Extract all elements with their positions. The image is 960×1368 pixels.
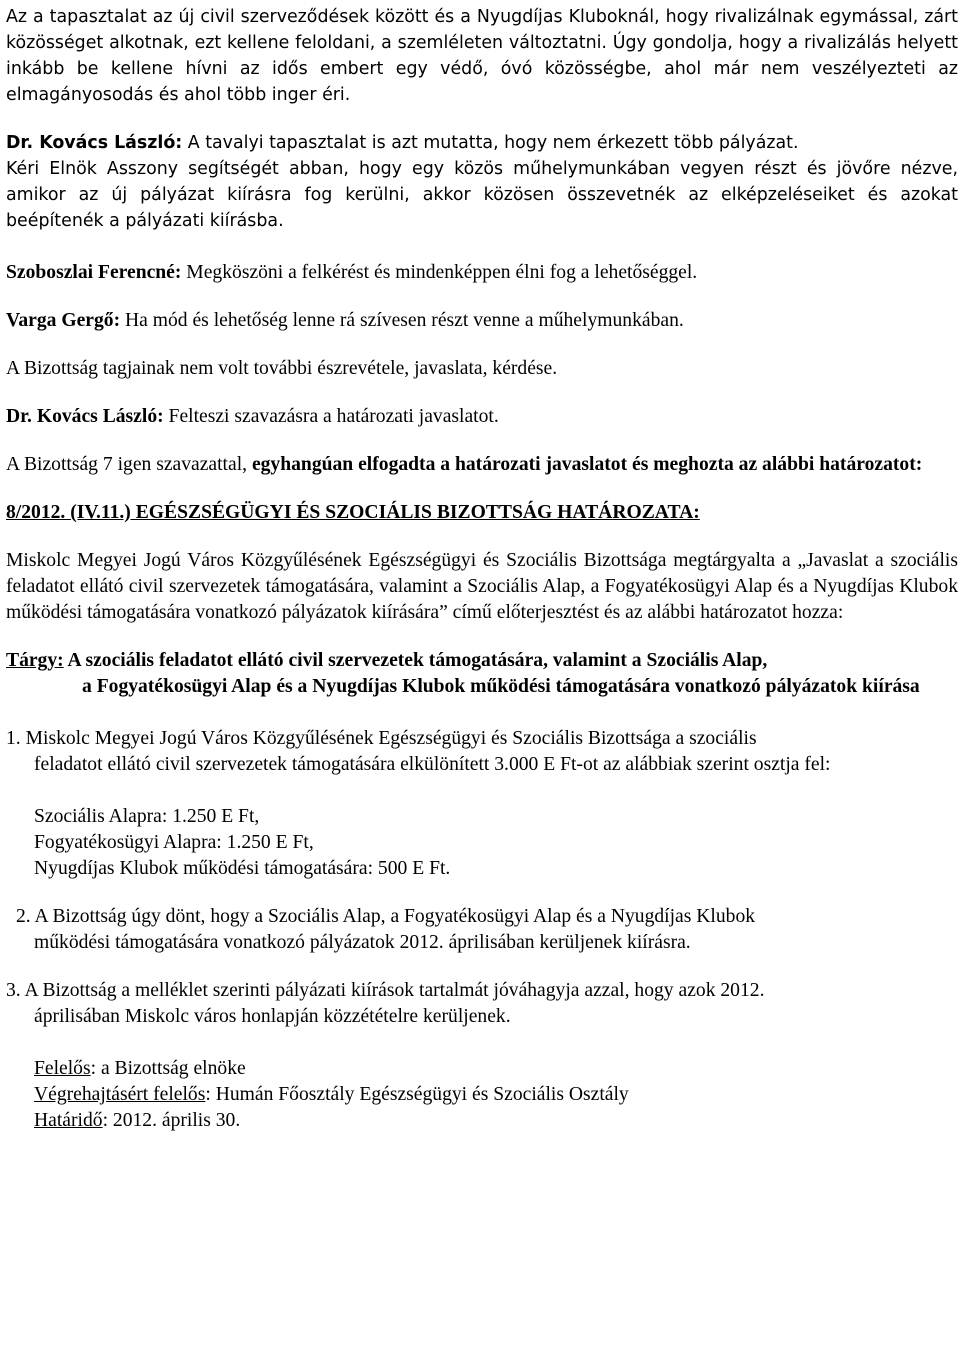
item-number: 1.	[6, 728, 21, 749]
paragraph-resolution-intro: Miskolc Megyei Jogú Város Közgyűlésének Egészségügyi és Szociális Bizottsága megtárgyalta a „Javaslat a szociális feladatot ellátó civil szervezetek támogatására, valamint a Szociális Alap, a Fogyatékosügyi Alap és a Nyugdíjas Klubok működési támogatására vonatkozó pályázatok kiírására” című előterjesztést és az alábbi határozatot hozza:	[6, 550, 958, 623]
speaker-name: Dr. Kovács László:	[6, 406, 164, 427]
amount-item: Szociális Alapra: 1.250 E Ft,	[34, 806, 260, 827]
resolution-item-1: 1. Miskolc Megyei Jogú Város Közgyűlésének Egészségügyi és Szociális Bizottsága a szociális feladatot ellátó civil szervezetek támogatására elkülönített 3.000 E Ft-ot az alábbiak szerint osztja fel:	[6, 728, 831, 775]
paragraph-varga: Varga Gergő: Ha mód és lehetőség lenne rá szívesen részt venne a műhelymunkában.	[6, 310, 684, 331]
document-page	[6, 4, 958, 1134]
paragraph-committee-no-remarks: A Bizottság tagjainak nem volt további észrevétele, javaslata, kérdése.	[6, 358, 558, 379]
amounts-list	[6, 804, 958, 882]
paragraph-szoboszlai: Szoboszlai Ferencné: Megköszöni a felkérést és mindenképpen élni fog a lehetőséggel.	[6, 262, 698, 283]
paragraph-vote: A Bizottság 7 igen szavazattal, egyhangúan elfogadta a határozati javaslatot és meghozta az alábbi határozatot:	[6, 454, 923, 475]
item-number: 2.	[16, 906, 31, 927]
speaker-name: Dr. Kovács László:	[6, 133, 183, 153]
amount-item: Fogyatékosügyi Alapra: 1.250 E Ft,	[34, 832, 314, 853]
subject-label: Tárgy:	[6, 650, 64, 671]
resolution-item-3: 3. A Bizottság a melléklet szerinti pályázati kiírások tartalmát jóváhagyja azzal, hogy azok 2012. áprilisában Miskolc város honlapján közzétételre kerüljenek.	[6, 980, 765, 1027]
subject-block: Tárgy: A szociális feladatot ellátó civil szervezetek támogatására, valamint a Szociális Alap, a Fogyatékosügyi Alap és a Nyugdíjas Klubok működési támogatására vonatkozó pályázatok kiírása	[6, 650, 920, 697]
paragraph-kovacs-1-rest: Kéri Elnök Asszony segítségét abban, hogy egy közös műhelymunkában vegyen részt és jövőre nézve, amikor az új pályázat kiírásra fog kerülni, akkor közösen összevetnék az elképzeléseiket és azokat beépítenék a pályázati kiírásba.	[6, 159, 958, 231]
item-number: 3.	[6, 980, 21, 1001]
speaker-name: Varga Gergő:	[6, 310, 121, 331]
resolution-item-2: 2. A Bizottság úgy dönt, hogy a Szociális Alap, a Fogyatékosügyi Alap és a Nyugdíjas Klubok működési támogatására vonatkozó pályázatok 2012. áprilisában kerüljenek kiírásra.	[16, 906, 756, 953]
resolution-title: 8/2012. (IV.11.) EGÉSZSÉGÜGYI ÉS SZOCIÁLIS BIZOTTSÁG HATÁROZATA:	[6, 502, 700, 523]
paragraph-kovacs-1: Dr. Kovács László: A tavalyi tapasztalat is azt mutatta, hogy nem érkezett több pályázat. Kéri Elnök Asszony segítségét abban, hogy egy közös műhelymunkában vegyen részt és jövőre nézve, amikor az új pályázat kiírásra fog kerülni, akkor közösen összevetnék az elképzeléseiket és azokat beépítenék a pályázati kiírásba.	[6, 130, 958, 234]
speaker-name: Szoboszlai Ferencné:	[6, 262, 182, 283]
executor-line: Végrehajtásért felelős: Humán Főosztály Egészségügyi és Szociális Osztály	[34, 1084, 629, 1105]
paragraph-intro: Az a tapasztalat az új civil szerveződések között és a Nyugdíjas Kluboknál, hogy rivalizálnak egymással, zárt közösséget alkotnak, ezt kellene feloldani, a szemléleten változtatni. Úgy gondolja, hogy a rivalizálás helyett inkább be kellene hívni az idős embert egy védő, óvó közösségbe, ahol már nem veszélyezteti az elmagányosodás és ahol több inger éri.	[6, 7, 958, 105]
responsible-line: Felelős: a Bizottság elnöke	[34, 1058, 246, 1079]
amount-item: Nyugdíjas Klubok működési támogatására: 500 E Ft.	[34, 858, 451, 879]
responsibility-block	[6, 1056, 958, 1134]
deadline-line: Határidő: 2012. április 30.	[34, 1110, 241, 1131]
paragraph-kovacs-2: Dr. Kovács László: Felteszi szavazásra a határozati javaslatot.	[6, 406, 499, 427]
